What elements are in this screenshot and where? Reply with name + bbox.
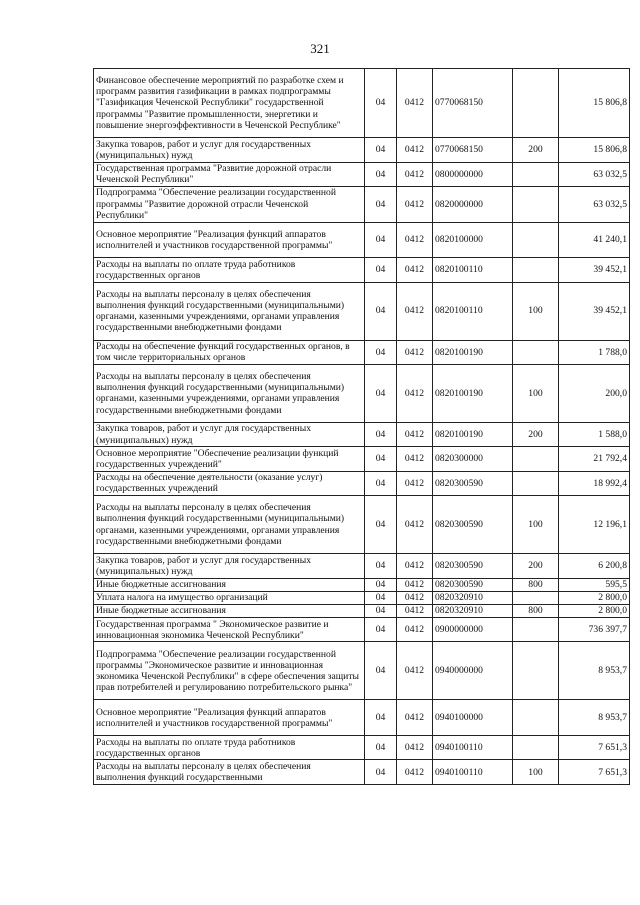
item-name-cell: Закупка товаров, работ и услуг для государственных (муниципальных) нужд [94, 138, 365, 162]
item-name-cell: Расходы на выплаты по оплате труда работников государственных органов [94, 736, 365, 760]
item-name-cell: Расходы на выплаты персоналу в целях обеспечения выполнения функций государственными [94, 760, 365, 784]
expense-type-cell [513, 222, 559, 258]
target-article-cell: 0820300590 [433, 496, 513, 554]
subsection-code-cell: 0412 [397, 618, 433, 642]
section-code-cell: 04 [365, 578, 397, 591]
section-code-cell: 04 [365, 700, 397, 736]
table-row [94, 700, 630, 736]
subsection-code-cell: 0412 [397, 447, 433, 471]
amount-cell: 39 452,1 [559, 258, 630, 282]
amount-cell: 15 806,8 [559, 138, 630, 162]
amount-cell: 2 800,0 [559, 604, 630, 617]
target-article-cell: 0770068150 [433, 138, 513, 162]
item-name-cell: Закупка товаров, работ и услуг для государственных (муниципальных) нужд [94, 554, 365, 578]
subsection-code-cell: 0412 [397, 222, 433, 258]
section-code-cell: 04 [365, 186, 397, 222]
section-code-cell: 04 [365, 138, 397, 162]
section-code-cell: 04 [365, 618, 397, 642]
target-article-cell: 0940100110 [433, 736, 513, 760]
table-row [94, 364, 630, 422]
subsection-code-cell: 0412 [397, 578, 433, 591]
amount-cell: 595,5 [559, 578, 630, 591]
subsection-code-cell: 0412 [397, 496, 433, 554]
expense-type-cell [513, 340, 559, 364]
item-name-cell: Уплата налога на имущество организаций [94, 591, 365, 604]
expense-type-cell: 100 [513, 282, 559, 340]
section-code-cell: 04 [365, 340, 397, 364]
table-row [94, 591, 630, 604]
table-row [94, 258, 630, 282]
page-number: 321 [310, 41, 330, 56]
item-name-cell: Расходы на выплаты персоналу в целях обеспечения выполнения функций государственными (муниципальными) органами, казенными учреждениями, органами управления государственными внебюджетными фондами [94, 364, 365, 422]
subsection-code-cell: 0412 [397, 471, 433, 495]
amount-cell: 2 800,0 [559, 591, 630, 604]
section-code-cell: 04 [365, 162, 397, 186]
section-code-cell: 04 [365, 642, 397, 700]
section-code-cell: 04 [365, 554, 397, 578]
expense-type-cell [513, 642, 559, 700]
target-article-cell: 0820100190 [433, 422, 513, 446]
subsection-code-cell: 0412 [397, 422, 433, 446]
expense-type-cell: 200 [513, 554, 559, 578]
target-article-cell: 0820300590 [433, 554, 513, 578]
subsection-code-cell: 0412 [397, 700, 433, 736]
expense-type-cell [513, 700, 559, 736]
table-row [94, 340, 630, 364]
target-article-cell: 0820320910 [433, 591, 513, 604]
item-name-cell: Иные бюджетные ассигнования [94, 604, 365, 617]
expense-type-cell: 800 [513, 578, 559, 591]
section-code-cell: 04 [365, 258, 397, 282]
target-article-cell: 0940100000 [433, 700, 513, 736]
item-name-cell: Расходы на выплаты персоналу в целях обеспечения выполнения функций государственными (муниципальными) органами, казенными учреждениями, органами управления государственными внебюджетными фондами [94, 282, 365, 340]
amount-cell: 7 651,3 [559, 736, 630, 760]
table-row [94, 554, 630, 578]
expense-type-cell [513, 69, 559, 138]
target-article-cell: 0820000000 [433, 186, 513, 222]
subsection-code-cell: 0412 [397, 642, 433, 700]
table-row [94, 282, 630, 340]
table-row [94, 69, 630, 138]
amount-cell: 63 032,5 [559, 186, 630, 222]
table-row [94, 736, 630, 760]
table-row [94, 496, 630, 554]
subsection-code-cell: 0412 [397, 591, 433, 604]
expense-type-cell [513, 591, 559, 604]
item-name-cell: Основное мероприятие "Обеспечение реализации функций государственных учреждений" [94, 447, 365, 471]
target-article-cell: 0770068150 [433, 69, 513, 138]
table-row [94, 471, 630, 495]
section-code-cell: 04 [365, 222, 397, 258]
subsection-code-cell: 0412 [397, 604, 433, 617]
table-row [94, 578, 630, 591]
amount-cell: 18 992,4 [559, 471, 630, 495]
target-article-cell: 0820300590 [433, 578, 513, 591]
item-name-cell: Расходы на выплаты по оплате труда работников государственных органов [94, 258, 365, 282]
amount-cell: 41 240,1 [559, 222, 630, 258]
amount-cell: 1 588,0 [559, 422, 630, 446]
item-name-cell: Иные бюджетные ассигнования [94, 578, 365, 591]
section-code-cell: 04 [365, 604, 397, 617]
table-row [94, 618, 630, 642]
budget-table [93, 68, 630, 785]
item-name-cell: Расходы на обеспечение деятельности (оказание услуг) государственных учреждений [94, 471, 365, 495]
expense-type-cell: 200 [513, 422, 559, 446]
section-code-cell: 04 [365, 364, 397, 422]
expense-type-cell [513, 162, 559, 186]
table-row [94, 604, 630, 617]
expense-type-cell: 800 [513, 604, 559, 617]
budget-table-body [94, 69, 630, 785]
table-row [94, 642, 630, 700]
expense-type-cell: 100 [513, 760, 559, 784]
subsection-code-cell: 0412 [397, 138, 433, 162]
amount-cell: 15 806,8 [559, 69, 630, 138]
target-article-cell: 0820100190 [433, 364, 513, 422]
subsection-code-cell: 0412 [397, 340, 433, 364]
expense-type-cell [513, 186, 559, 222]
amount-cell: 200,0 [559, 364, 630, 422]
item-name-cell: Закупка товаров, работ и услуг для государственных (муниципальных) нужд [94, 422, 365, 446]
target-article-cell: 0940000000 [433, 642, 513, 700]
expense-type-cell: 100 [513, 364, 559, 422]
subsection-code-cell: 0412 [397, 186, 433, 222]
amount-cell: 8 953,7 [559, 700, 630, 736]
target-article-cell: 0900000000 [433, 618, 513, 642]
section-code-cell: 04 [365, 736, 397, 760]
amount-cell: 7 651,3 [559, 760, 630, 784]
expense-type-cell [513, 447, 559, 471]
amount-cell: 63 032,5 [559, 162, 630, 186]
section-code-cell: 04 [365, 591, 397, 604]
target-article-cell: 0820300590 [433, 471, 513, 495]
target-article-cell: 0820100000 [433, 222, 513, 258]
target-article-cell: 0820300000 [433, 447, 513, 471]
target-article-cell: 0940100110 [433, 760, 513, 784]
amount-cell: 8 953,7 [559, 642, 630, 700]
target-article-cell: 0820100110 [433, 258, 513, 282]
section-code-cell: 04 [365, 471, 397, 495]
item-name-cell: Государственная программа " Экономическое развитие и инновационная экономика Чеченской Республики" [94, 618, 365, 642]
amount-cell: 6 200,8 [559, 554, 630, 578]
amount-cell: 39 452,1 [559, 282, 630, 340]
amount-cell: 1 788,0 [559, 340, 630, 364]
item-name-cell: Государственная программа "Развитие дорожной отрасли Чеченской Республики" [94, 162, 365, 186]
expense-type-cell [513, 736, 559, 760]
amount-cell: 12 196,1 [559, 496, 630, 554]
section-code-cell: 04 [365, 69, 397, 138]
subsection-code-cell: 0412 [397, 69, 433, 138]
target-article-cell: 0820100190 [433, 340, 513, 364]
item-name-cell: Подпрограмма "Обеспечение реализации государственной программы "Экономическое развитие и инновационная экономика Чеченской Республики" в сфере обеспечения защиты прав потребителей и регулированию потребительского рынка" [94, 642, 365, 700]
subsection-code-cell: 0412 [397, 364, 433, 422]
table-row [94, 186, 630, 222]
subsection-code-cell: 0412 [397, 282, 433, 340]
amount-cell: 21 792,4 [559, 447, 630, 471]
expense-type-cell: 100 [513, 496, 559, 554]
subsection-code-cell: 0412 [397, 554, 433, 578]
item-name-cell: Финансовое обеспечение мероприятий по разработке схем и программ развития газификации в рамках подпрограммы "Газификация Чеченской Республики" государственной программы "Развитие промышленности, энергетики и повышение энергоэффективности в Чеченской Республике" [94, 69, 365, 138]
table-row [94, 162, 630, 186]
table-row [94, 447, 630, 471]
subsection-code-cell: 0412 [397, 760, 433, 784]
table-row [94, 138, 630, 162]
expense-type-cell: 200 [513, 138, 559, 162]
expense-type-cell [513, 471, 559, 495]
section-code-cell: 04 [365, 282, 397, 340]
target-article-cell: 0820320910 [433, 604, 513, 617]
target-article-cell: 0800000000 [433, 162, 513, 186]
subsection-code-cell: 0412 [397, 736, 433, 760]
subsection-code-cell: 0412 [397, 162, 433, 186]
section-code-cell: 04 [365, 447, 397, 471]
expense-type-cell [513, 618, 559, 642]
table-row [94, 422, 630, 446]
item-name-cell: Расходы на обеспечение функций государственных органов, в том числе территориальных органов [94, 340, 365, 364]
expense-type-cell [513, 258, 559, 282]
amount-cell: 736 397,7 [559, 618, 630, 642]
table-row [94, 222, 630, 258]
item-name-cell: Основное мероприятие "Реализация функций аппаратов исполнителей и участников государственной программы" [94, 222, 365, 258]
section-code-cell: 04 [365, 496, 397, 554]
subsection-code-cell: 0412 [397, 258, 433, 282]
item-name-cell: Расходы на выплаты персоналу в целях обеспечения выполнения функций государственными (муниципальными) органами, казенными учреждениями, органами управления государственными внебюджетными фондами [94, 496, 365, 554]
item-name-cell: Основное мероприятие "Реализация функций аппаратов исполнителей и участников государственной программы" [94, 700, 365, 736]
target-article-cell: 0820100110 [433, 282, 513, 340]
section-code-cell: 04 [365, 760, 397, 784]
item-name-cell: Подпрограмма "Обеспечение реализации государственной программы "Развитие дорожной отрасли Чеченской Республики" [94, 186, 365, 222]
table-row [94, 760, 630, 784]
section-code-cell: 04 [365, 422, 397, 446]
